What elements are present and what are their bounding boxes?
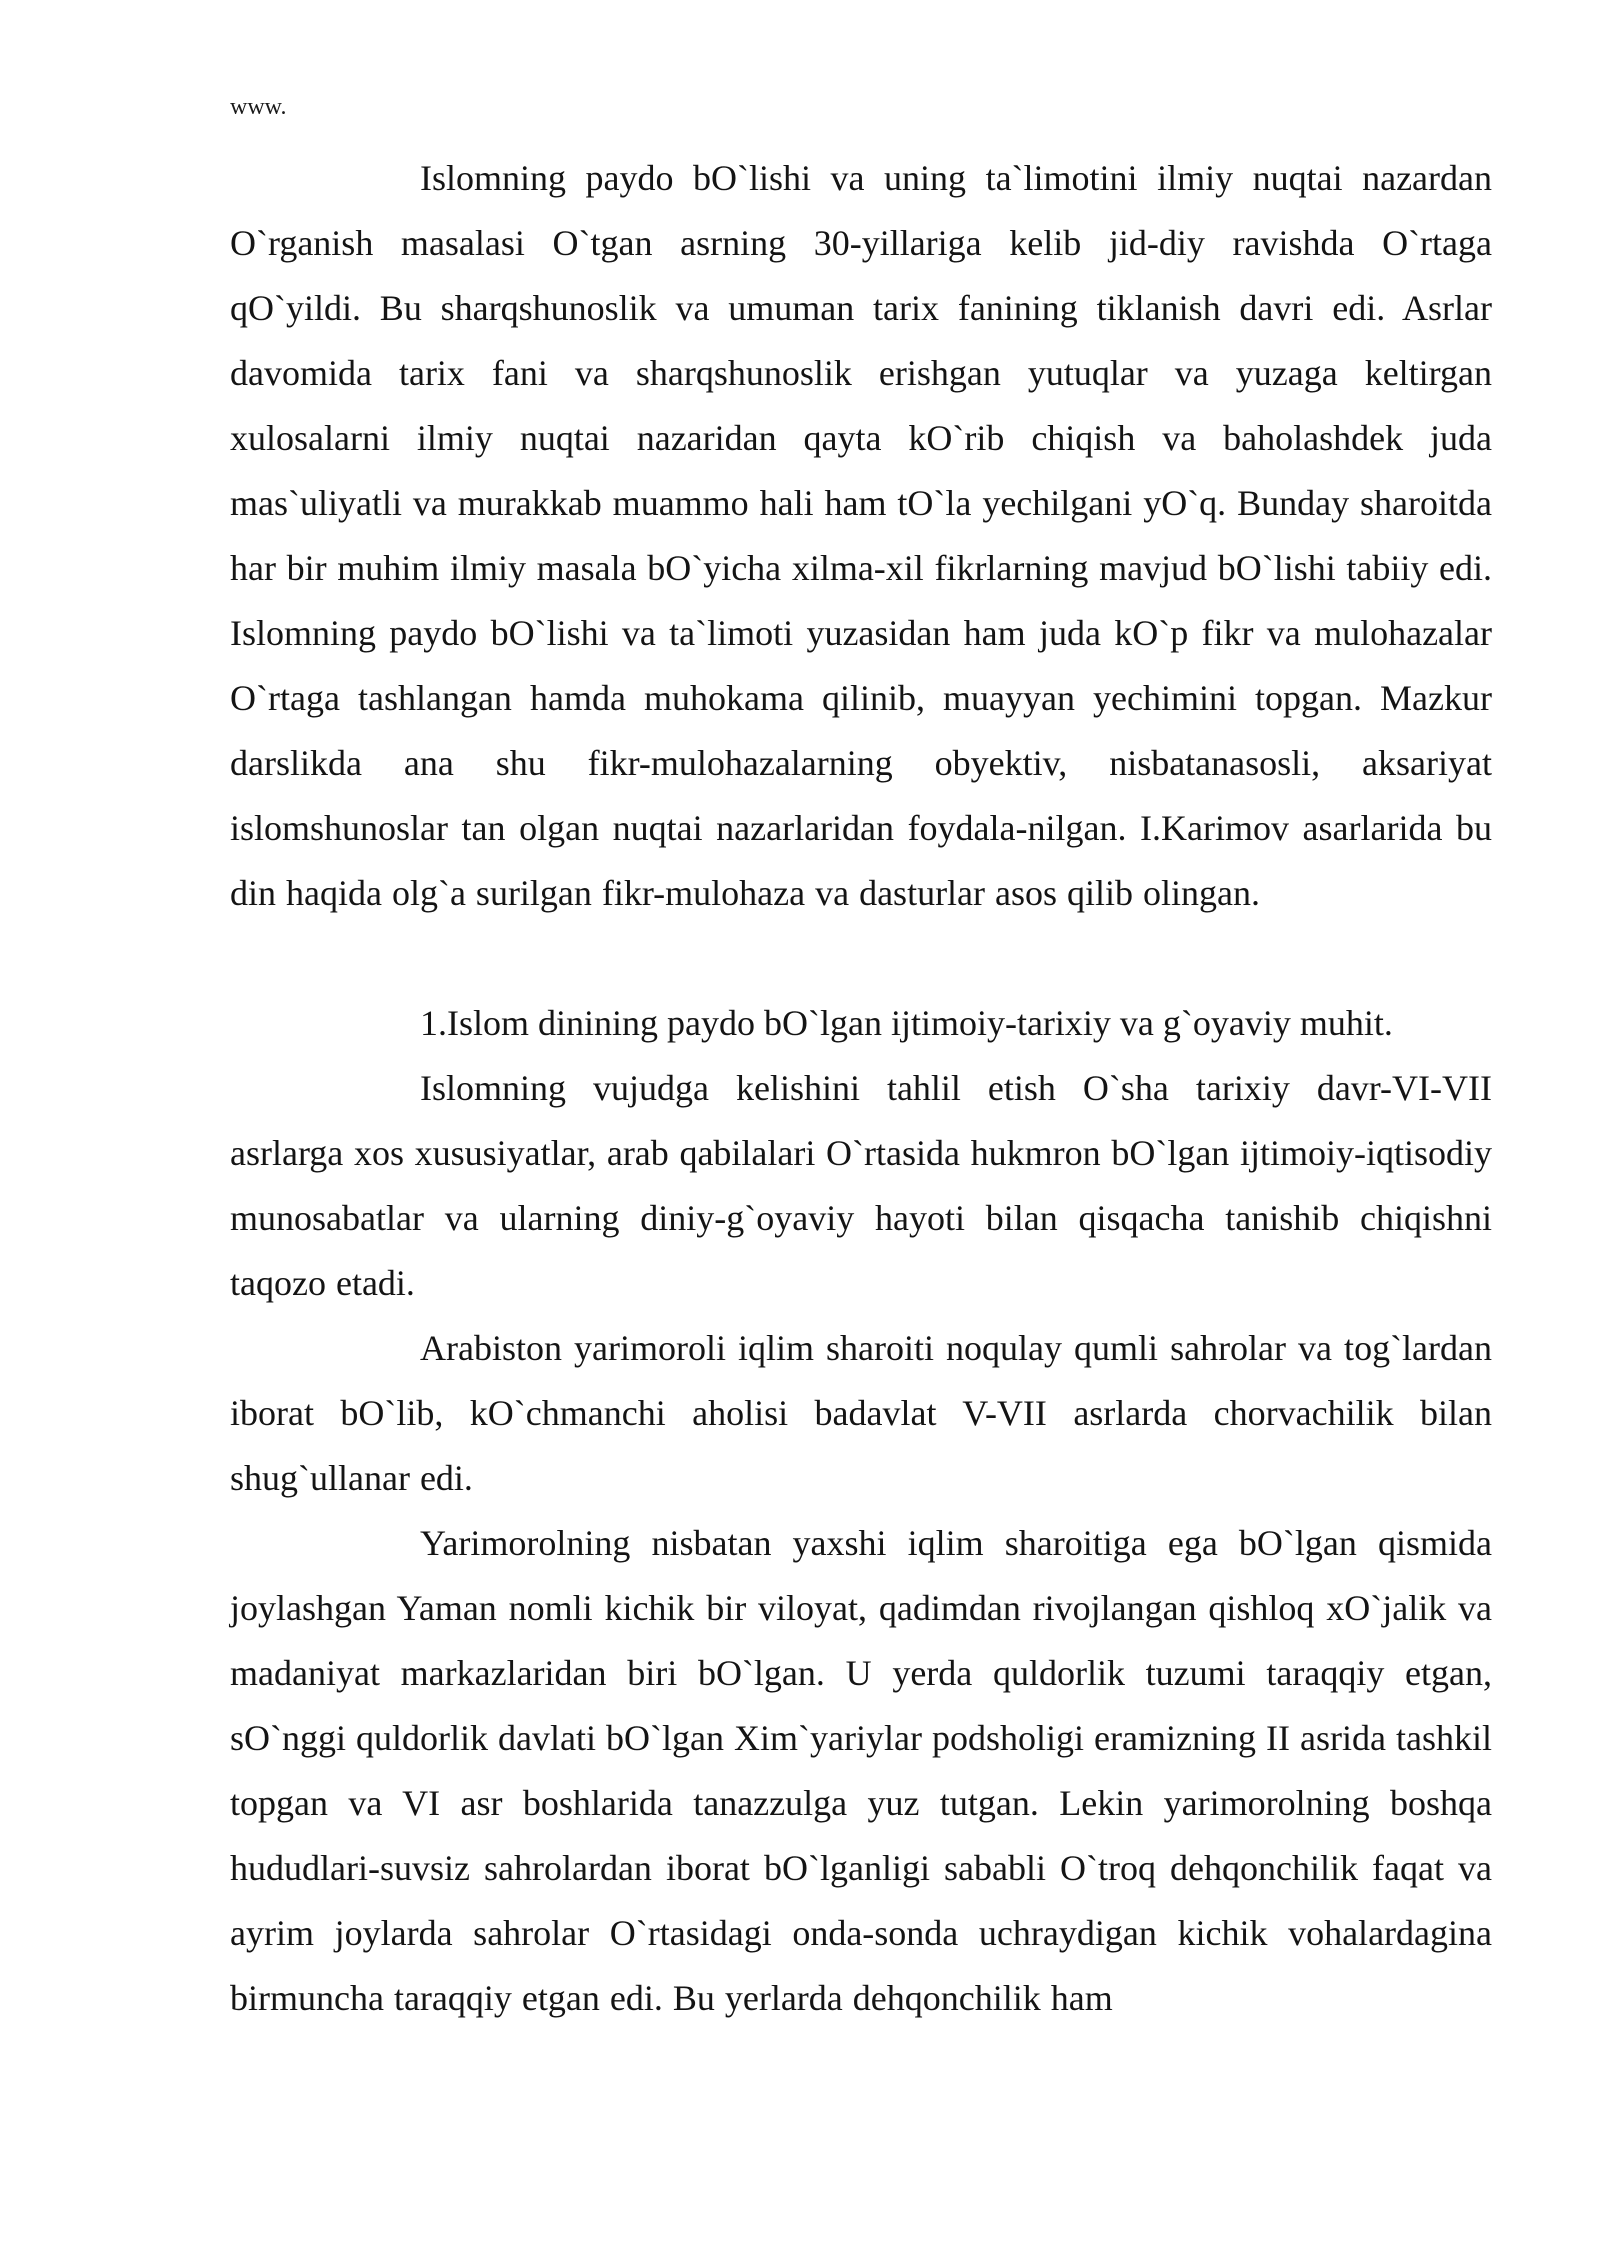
- paragraph-gap: [230, 926, 1492, 991]
- section-paragraph-2: Arabiston yarimoroli iqlim sharoiti noqulay qumli sahrolar va tog`lardan iborat bO`lib, kO`chmanchi aholisi badavlat V-VII asrlarda chorvachilik bilan shug`ullanar edi.: [230, 1328, 1492, 1498]
- document-body: [230, 146, 1492, 2031]
- page-header-url: www.: [230, 94, 287, 120]
- section-paragraph-3: Yarimorolning nisbatan yaxshi iqlim sharoitiga ega bO`lgan qismida joylashgan Yaman nomli kichik bir viloyat, qadimdan rivojlangan qishloq xO`jalik va madaniyat markazlaridan biri bO`lgan. U yerda quldorlik tuzumi taraqqiy etgan, sO`nggi quldorlik davlati bO`lgan Xim`yariylar podsholigi eramizning II asrida tashkil topgan va VI asr boshlarida tanazzulga yuz tutgan. Lekin yarimorolning boshqa hududlari-suvsiz sahrolardan iborat bO`lganligi sababli O`troq dehqonchilik faqat va ayrim joylarda sahrolar O`rtasidagi onda-sonda uchraydigan kichik vohalardagina birmuncha taraqqiy etgan edi. Bu yerlarda dehqonchilik ham: [230, 1523, 1492, 2018]
- section-paragraph-1: Islomning vujudga kelishini tahlil etish O`sha tarixiy davr-VI-VII asrlarga xos xususiyatlar, arab qabilalari O`rtasida hukmron bO`lgan ijtimoiy-iqtisodiy munosabatlar va ularning diniy-g`oyaviy hayoti bilan qisqacha tanishib chiqishni taqozo etadi.: [230, 1068, 1492, 1303]
- section-heading: 1.Islom dinining paydo bO`lgan ijtimoiy-tarixiy va g`oyaviy muhit.: [420, 1003, 1393, 1043]
- intro-paragraph: Islomning paydo bO`lishi va uning ta`limotini ilmiy nuqtai nazardan O`rganish masalasi O`tgan asrning 30-yillariga kelib jid-diy ravishda O`rtaga qO`yildi. Bu sharqshunoslik va umuman tarix fanining tiklanish davri edi. Asrlar davomida tarix fani va sharqshunoslik erishgan yutuqlar va yuzaga keltirgan xulosalarni ilmiy nuqtai nazaridan qayta kO`rib chiqish va baholashdek juda mas`uliyatli va murakkab muammo hali ham tO`la yechilgani yO`q. Bunday sharoitda har bir muhim ilmiy masala bO`yicha xilma-xil fikrlarning mavjud bO`lishi tabiiy edi. Islomning paydo bO`lishi va ta`limoti yuzasidan ham juda kO`p fikr va mulohazalar O`rtaga tashlangan hamda muhokama qilinib, muayyan yechimini topgan. Mazkur darslikda ana shu fikr-mulohazalarning obyektiv, nisbatanasosli, aksariyat islomshunoslar tan olgan nuqtai nazarlaridan foydala-nilgan. I.Karimov asarlarida bu din haqida olg`a surilgan fikr-mulohaza va dasturlar asos qilib olingan.: [230, 158, 1492, 913]
